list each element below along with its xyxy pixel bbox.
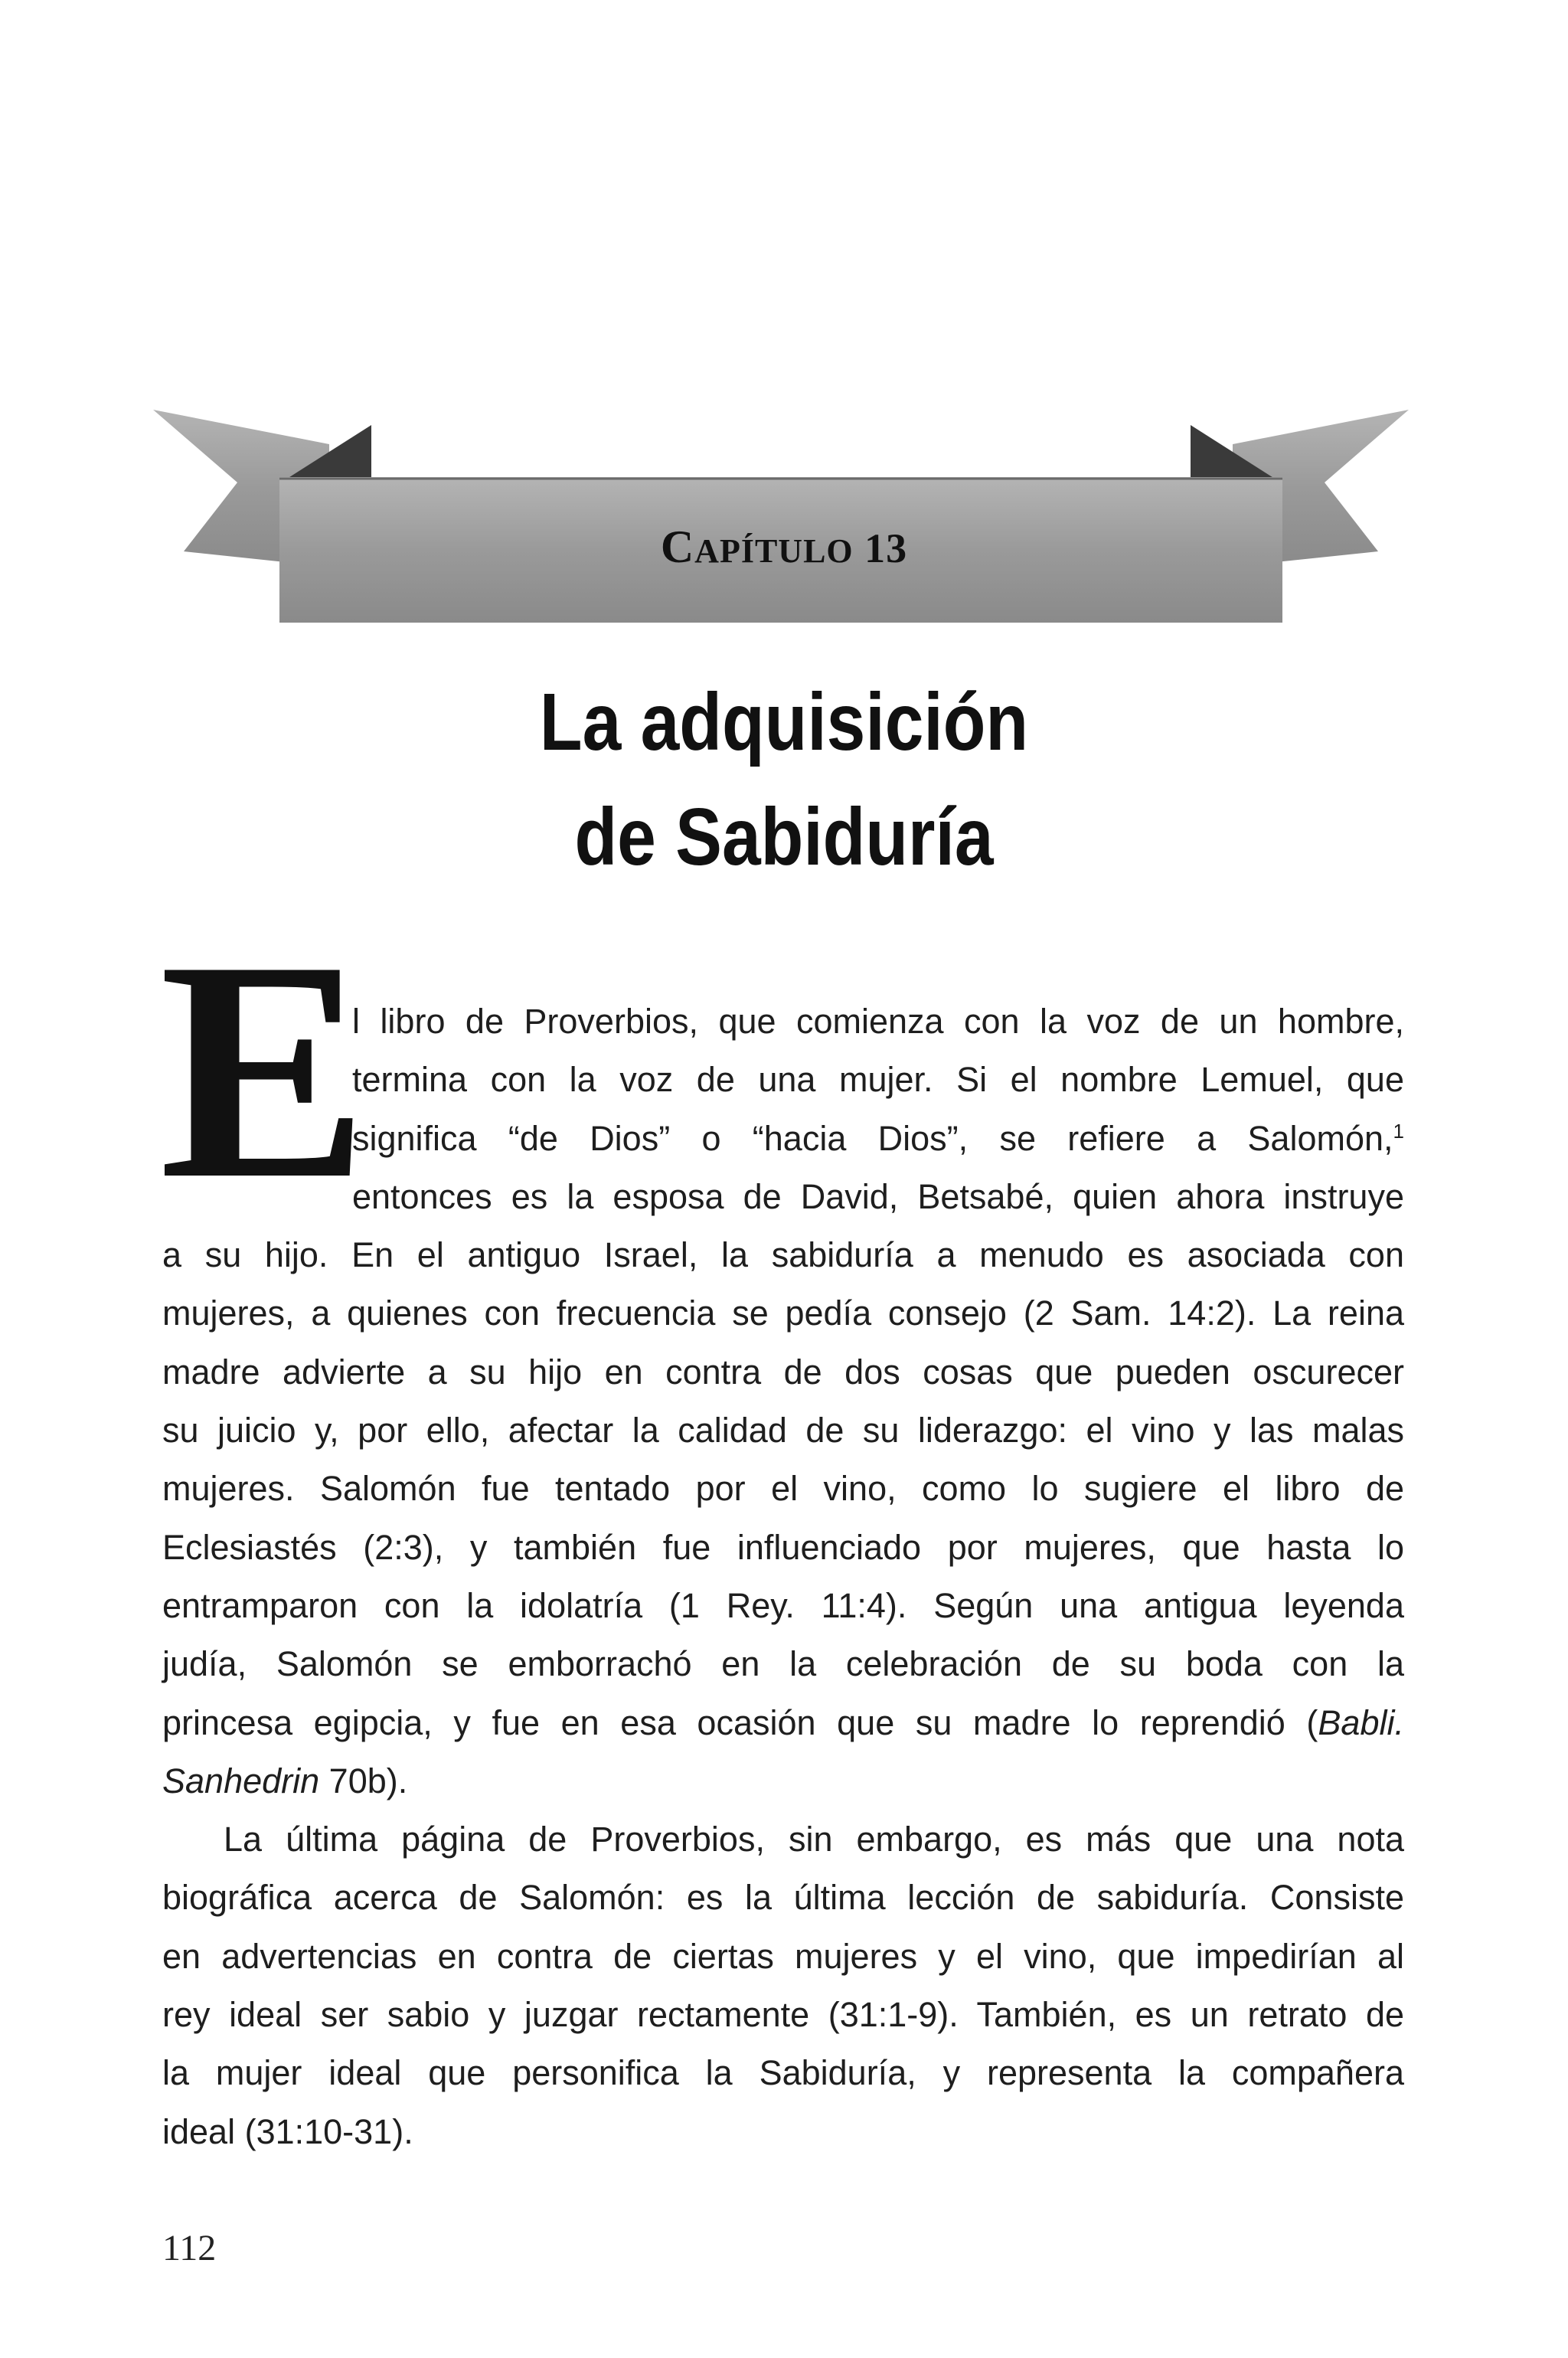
title-line-2: de Sabiduría	[574, 792, 994, 882]
footnote-mark: 1	[1393, 1119, 1404, 1143]
title-line-1: La adquisición	[539, 677, 1029, 767]
paragraph-1	[162, 993, 1404, 1810]
text-line: entonces es la esposa de David, Betsabé, quien ahora instruye	[352, 1176, 1404, 1216]
text-line: mujeres, a quienes con frecuencia se pedía consejo (2 Sam. 14:2). La reina	[162, 1293, 1404, 1333]
citation-italic: Babli.	[1318, 1702, 1404, 1742]
text-line: entramparon con la idolatría (1 Rey. 11:4). Según una antigua leyenda	[162, 1585, 1404, 1625]
chapter-ribbon-banner	[153, 387, 1409, 639]
paragraph-2	[162, 1810, 1404, 2161]
text-line: la mujer ideal que personifica la Sabiduría, y representa la compañera	[162, 2053, 1404, 2093]
text-line: significa “de Dios” o “hacia Dios”, se refiere a Salomón,$^1$	[352, 1118, 1404, 1158]
body-text	[162, 993, 1404, 2161]
text-line: mujeres. Salomón fue tentado por el vino, como lo sugiere el libro de	[162, 1469, 1404, 1509]
text-line: princesa egipcia, y fue en esa ocasión que su madre lo reprendió (Babli.	[162, 1702, 1404, 1742]
chapter-number: 13	[864, 525, 908, 571]
text-line: Sanhedrin 70b).	[162, 1761, 408, 1800]
text-line: judía, Salomón se emborrachó en la celebración de su boda con la	[162, 1644, 1404, 1684]
text-line: a su hijo. En el antiguo Israel, la sabiduría a menudo es asociada con	[162, 1235, 1404, 1275]
text-line: l libro de Proverbios, que comienza con la voz de un hombre,	[352, 1002, 1404, 1041]
text-line: rey ideal ser sabio y juzgar rectamente (31:1-9). También, es un retrato de	[162, 1995, 1404, 2035]
drop-cap: E	[159, 896, 369, 1244]
citation-italic: Sanhedrin	[162, 1761, 320, 1800]
text-line: Eclesiastés (2:3), y también fue influenciado por mujeres, que hasta lo	[162, 1527, 1404, 1567]
text-line: termina con la voz de una mujer. Si el nombre Lemuel, que	[352, 1060, 1404, 1100]
chapter-label: CAPÍTULO 13	[660, 522, 908, 572]
text-line: La última página de Proverbios, sin embargo, es más que una nota	[224, 1820, 1404, 1859]
text-line: su juicio y, por ello, afectar la calidad de su liderazgo: el vino y las malas	[162, 1411, 1404, 1450]
page-number: 112	[162, 2228, 217, 2268]
text-line: ideal (31:10-31).	[162, 2111, 413, 2151]
text-line: madre advierte a su hijo en contra de dos cosas que pueden oscurecer	[162, 1352, 1404, 1392]
chapter-title	[109, 665, 1458, 894]
text-line: biográfica acerca de Salomón: es la última lección de sabiduría. Consiste	[162, 1878, 1404, 1918]
text-line: en advertencias en contra de ciertas mujeres y el vino, que impedirían al	[162, 1936, 1404, 1976]
